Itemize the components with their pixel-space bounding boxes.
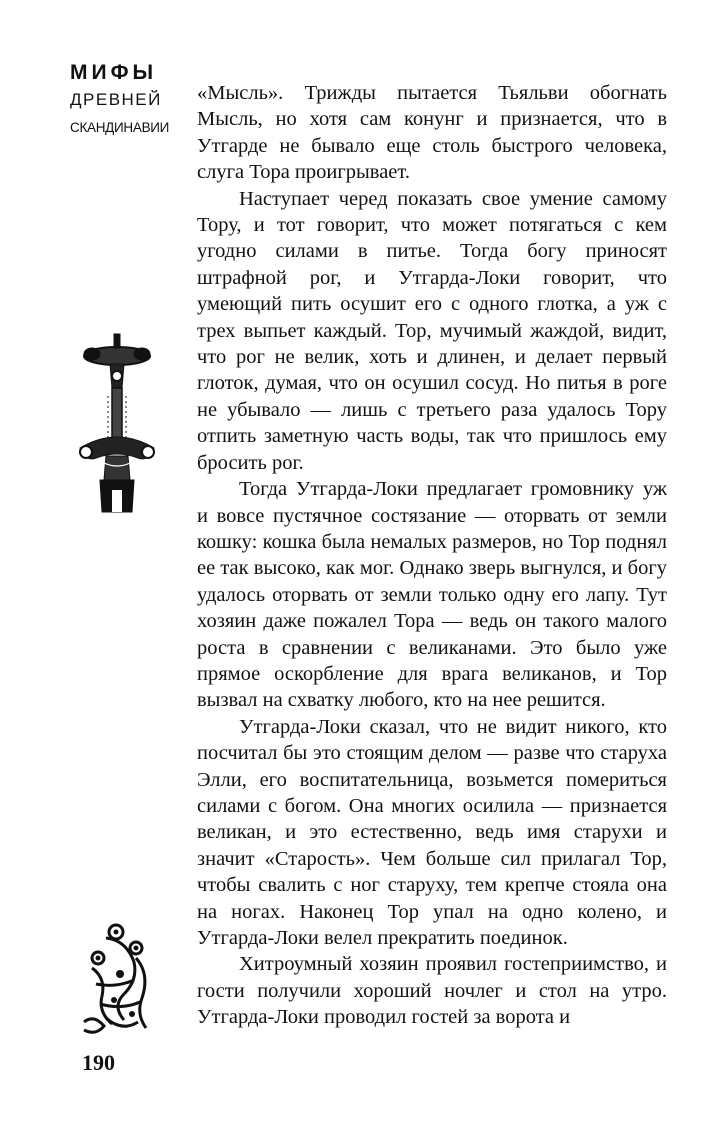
paragraph: Наступает черед показать свое умение самому Тору, и тот говорит, что может потягаться с кем угодно силами в питье. Тогда богу приносят штрафной рог, и Утгарда-Локи говорит, что умеющий пить осушит его с одного глотка, а уж с трех выпьет каждый. Тор, мучимый жаждой, видит, что рог не велик, хоть и длинен, и делает первый глоток, думая, что он осушил сосуд. Но питья в роге не убывало — лишь с третьего раза удалось Тору отпить заметную часть воды, так что пришлось ему бросить рог.	[197, 187, 667, 474]
paragraph: «Мысль». Трижды пытается Тьяльви обогнать Мысль, но хотя сам конунг и признается, что в Утгарде не бывало еще столь быстрого человека, слуга Тора проигрывает.	[197, 82, 667, 184]
body-text	[197, 80, 667, 1031]
running-header	[70, 60, 180, 138]
knot-beast-ornament-icon	[76, 918, 166, 1038]
sword-hilt-ornament-icon	[72, 330, 162, 520]
paragraph: Тогда Утгарда-Локи предлагает громовнику уж и вовсе пустячное состязание — оторвать от земли кошку: кошка была немалых размеров, но Тор поднял ее так высоко, как мог. Однако зверь выгнулся, и богу удалось оторвать от земли только одну его лапу. Тут хозяин даже пожалел Тора — ведь он такого малого роста в сравнении с великанами. Это было уже прямое оскорбление для врага великанов, и Тор вызвал на схватку любого, кто на нее решится.	[197, 478, 667, 712]
header-title: МИФЫ	[70, 61, 158, 84]
header-subtitle-2: СКАНДИНАВИИ	[70, 120, 170, 135]
page-number: 190	[82, 1050, 115, 1075]
header-subtitle: ДРЕВНЕЙ	[70, 90, 162, 109]
paragraph: Хитроумный хозяин проявил гостеприимство, и гости получили хороший ночлег и стол на утро. Утгарда-Локи проводил гостей за ворота и	[197, 953, 667, 1029]
paragraph: Утгарда-Локи сказал, что не видит никого, кто посчитал бы это стоящим делом — разве что старуха Элли, его воспитательница, возьмется помериться силами с богом. Она многих осилила — признается великан, и это естественно, ведь имя старухи и значит «Старость». Чем больше сил прилагал Тор, чтобы свалить с ног старуху, тем крепче стояла она на ногах. Наконец Тор упал на одно колено, и Утгарда-Локи велел прекратить поединок.	[197, 715, 667, 949]
